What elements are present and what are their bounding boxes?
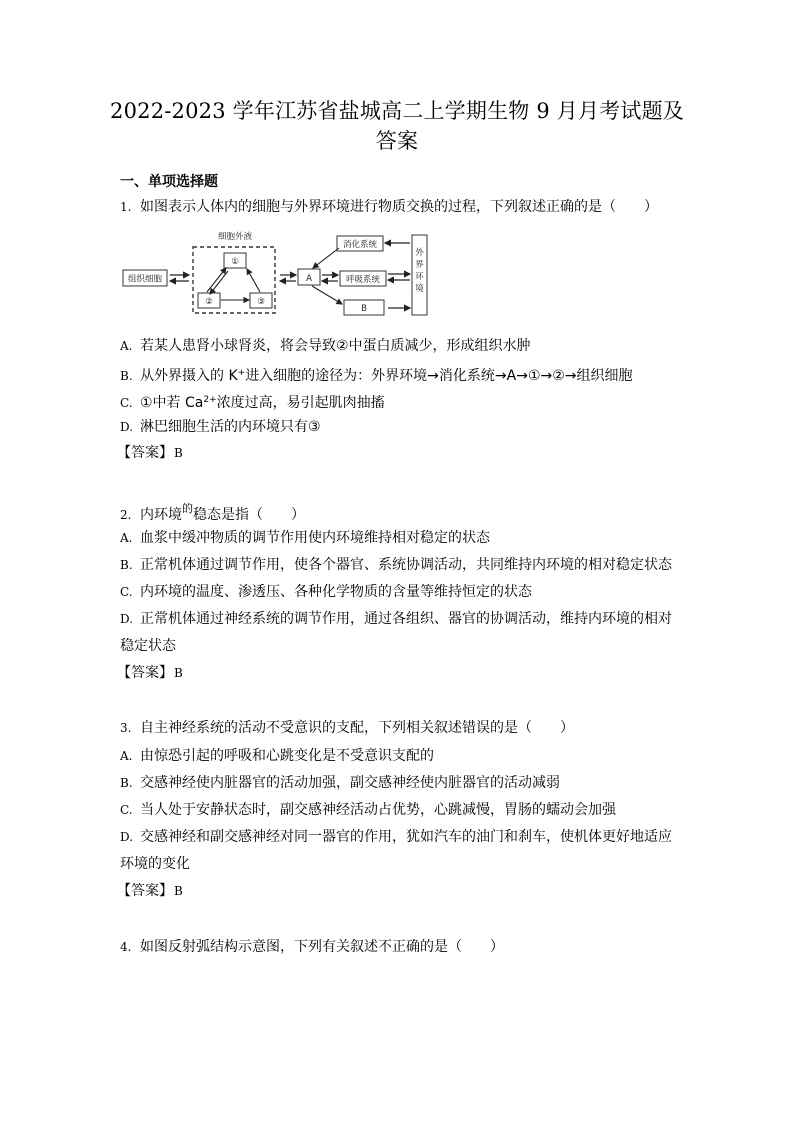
question-2-option-c: C. 内环境的温度、渗透压、各种化学物质的含量等维持恒定的状态: [120, 584, 532, 600]
node-1-label: ①: [231, 257, 239, 267]
question-1-stem: 1. 如图表示人体内的细胞与外界环境进行物质交换的过程，下列叙述正确的是（ ）: [120, 199, 658, 215]
question-3-option-d: D. 交感神经和副交感神经对同一器官的作用，犹如汽车的油门和刹车，使机体更好地适应: [120, 829, 672, 845]
svg-text:外: 外: [415, 248, 424, 258]
question-3-option-c: C. 当人处于安静状态时，副交感神经活动占优势，心跳减慢，胃肠的蠕动会加强: [120, 802, 616, 818]
question-3-stem: 3. 自主神经系统的活动不受意识的支配，下列相关叙述错误的是（ ）: [120, 720, 574, 736]
question-3-option-d-continued: 环境的变化: [120, 856, 190, 872]
respiratory-system-label: 呼吸系统: [345, 275, 381, 285]
question-3-option-a: A. 由惊恐引起的呼吸和心跳变化是不受意识支配的: [120, 748, 434, 764]
question-2-answer: 【答案】B: [117, 665, 183, 681]
question-2-option-a: A. 血浆中缓冲物质的调节作用使内环境维持相对稳定的状态: [120, 530, 490, 546]
extracellular-fluid-label: 细胞外液: [217, 232, 253, 242]
tissue-cell-label: 组织细胞: [127, 274, 163, 285]
document-title-continued: 答案: [375, 129, 419, 153]
svg-text:界: 界: [415, 260, 424, 270]
svg-text:境: 境: [415, 284, 424, 294]
node-a-label: A: [306, 274, 312, 284]
question-1-diagram: [120, 230, 430, 325]
node-3-label: ③: [257, 297, 265, 307]
question-1-option-b: B. 从外界摄入的 K+进入细胞的途径为：外界环境→消化系统→A→①→②→组织细胞: [120, 368, 633, 384]
question-3-answer: 【答案】B: [117, 883, 183, 899]
question-2-option-d: D. 正常机体通过神经系统的调节作用，通过各组织、器官的协调活动，维持内环境的相对: [120, 611, 672, 627]
document-title: 2022-2023 学年江苏省盐城高二上学期生物 9 月月考试题及: [110, 99, 684, 123]
question-number: 1.: [120, 200, 132, 214]
svg-text:环: 环: [415, 272, 424, 282]
question-4-stem: 4. 如图反射弧结构示意图，下列有关叙述不正确的是（ ）: [120, 939, 504, 955]
question-3-option-b: B. 交感神经使内脏器官的活动加强，副交感神经使内脏器官的活动减弱: [120, 775, 560, 791]
question-2-option-b: B. 正常机体通过调节作用，使各个器官、系统协调活动，共同维持内环境的相对稳定状态: [120, 557, 672, 573]
section-heading: 一、单项选择题: [120, 174, 218, 190]
node-2-label: ②: [205, 297, 213, 307]
question-1-answer: 【答案】B: [117, 445, 183, 461]
question-2-stem: 2. 内环境$^的$稳态是指（ ）: [120, 502, 305, 523]
digestive-system-label: 消化系统: [342, 240, 378, 250]
question-1-option-d: D. 淋巴细胞生活的内环境只有③: [120, 419, 321, 435]
node-b-label: B: [361, 304, 367, 314]
question-1-option-c: C. ①中若 $Ca^{2+}$浓度过高，易引起肌肉抽搐: [120, 395, 385, 411]
question-2-option-d-continued: 稳定状态: [120, 638, 176, 654]
question-1-option-a: A. 若某人患肾小球肾炎，将会导致②中蛋白质减少，形成组织水肿: [120, 338, 531, 354]
